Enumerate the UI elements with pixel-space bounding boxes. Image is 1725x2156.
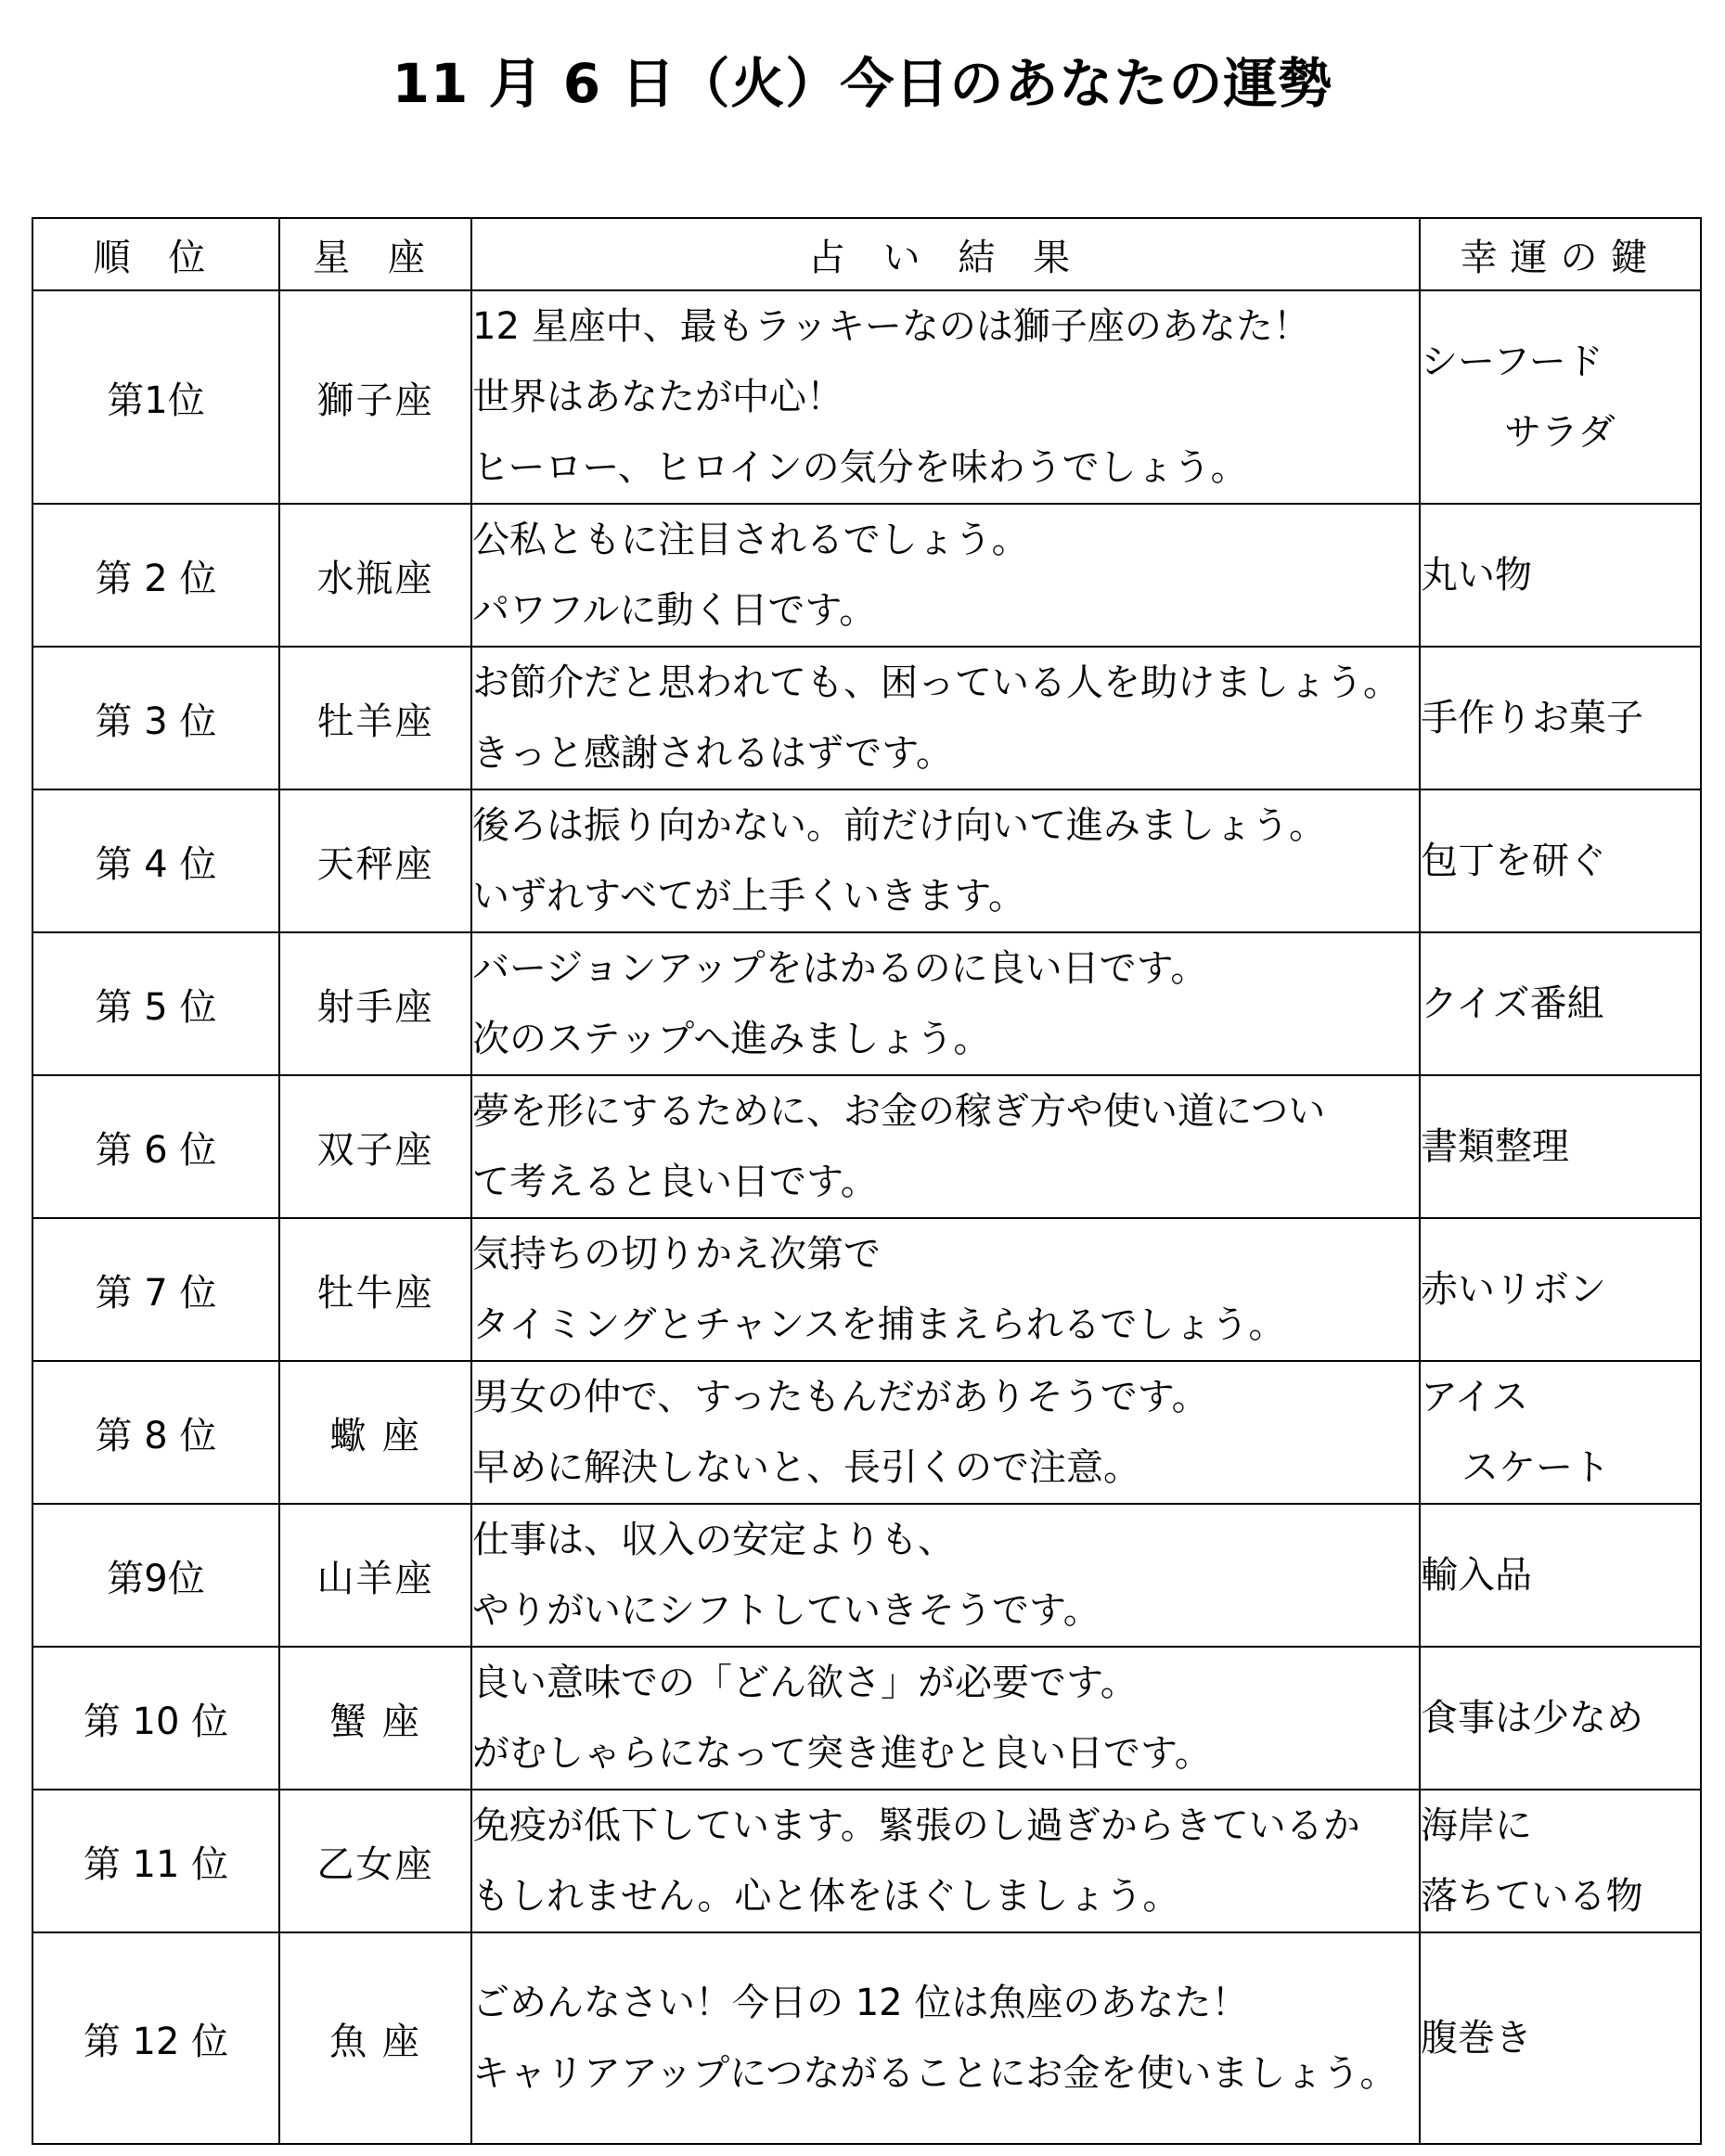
key-cell — [1420, 789, 1701, 932]
result-line: きっと感謝されるはずです。 — [472, 732, 953, 775]
result-line: バージョンアップをはかるのに良い日です。 — [472, 947, 1208, 990]
result-line: 気持ちの切りかえ次第で — [472, 1233, 881, 1276]
rank-cell: 第 4 位 — [32, 789, 279, 932]
result-line: やりがいにシフトしていきそうです。 — [472, 1589, 1101, 1632]
result-line: 公私ともに注目されるでしょう。 — [472, 519, 1029, 561]
rank-cell: 第1位 — [32, 290, 279, 504]
rank-cell: 第 11 位 — [32, 1790, 279, 1932]
table-row — [32, 1647, 1701, 1790]
table-row — [32, 504, 1701, 647]
key-line: サラダ — [1504, 411, 1616, 454]
result-cell — [471, 789, 1420, 932]
rank-cell: 第 10 位 — [32, 1647, 279, 1790]
result-line: 世界はあなたが中心！ — [472, 376, 843, 418]
table-row — [32, 1504, 1701, 1647]
table-row — [32, 1218, 1701, 1361]
result-line: 夢を形にするために、お金の稼ぎ方や使い道につい — [472, 1090, 1326, 1133]
result-line: ごめんなさい！今日の 12 位は魚座のあなた！ — [472, 1982, 1249, 2024]
key-cell — [1420, 1361, 1701, 1504]
key-line: 包丁を研ぐ — [1421, 840, 1606, 882]
rank-cell: 第 2 位 — [32, 504, 279, 647]
sign-cell: 牡牛座 — [279, 1218, 471, 1361]
result-cell — [471, 932, 1420, 1075]
result-cell — [471, 504, 1420, 647]
sign-cell: 乙女座 — [279, 1790, 471, 1932]
result-line: 後ろは振り向かない。前だけ向いて進みましょう。 — [472, 804, 1326, 847]
key-line: 輸入品 — [1421, 1554, 1532, 1597]
key-cell — [1420, 290, 1701, 504]
sign-cell: 魚 座 — [279, 1932, 471, 2144]
key-line: 腹巻き — [1421, 2017, 1532, 2060]
result-line: タイミングとチャンスを捕まえられるでしょう。 — [472, 1303, 1286, 1346]
sign-cell: 水瓶座 — [279, 504, 471, 647]
result-cell — [471, 647, 1420, 789]
result-cell — [471, 1218, 1420, 1361]
table-header-row — [32, 218, 1701, 290]
sign-cell: 牡羊座 — [279, 647, 471, 789]
result-line: もしれません。心と体をほぐしましょう。 — [472, 1875, 1180, 1918]
key-line: スケート — [1461, 1446, 1610, 1489]
result-line: パワフルに動く日です。 — [472, 589, 877, 632]
key-line: 丸い物 — [1421, 554, 1532, 597]
result-cell — [471, 1075, 1420, 1218]
rank-cell: 第 12 位 — [32, 1932, 279, 2144]
result-line: ヒーロー、ヒロインの気分を味わうでしょう。 — [472, 446, 1248, 489]
key-line: 手作りお菓子 — [1421, 697, 1643, 739]
table-row — [32, 1075, 1701, 1218]
result-line: 仕事は、収入の安定よりも、 — [472, 1519, 955, 1561]
sign-cell: 山羊座 — [279, 1504, 471, 1647]
sign-cell: 射手座 — [279, 932, 471, 1075]
table-row — [32, 1790, 1701, 1932]
header-sign: 星 座 — [279, 218, 471, 290]
key-line: 食事は少なめ — [1421, 1697, 1643, 1739]
key-line: クイズ番組 — [1421, 982, 1604, 1025]
result-line: がむしゃらになって突き進むと良い日です。 — [472, 1732, 1212, 1775]
result-line: 免疫が低下しています。緊張のし過ぎからきているか — [472, 1804, 1360, 1847]
key-line: 書類整理 — [1421, 1125, 1569, 1168]
rank-cell: 第9位 — [32, 1504, 279, 1647]
key-line: 落ちている物 — [1421, 1875, 1643, 1918]
rank-cell: 第 7 位 — [32, 1218, 279, 1361]
table-row — [32, 1361, 1701, 1504]
key-cell — [1420, 647, 1701, 789]
result-cell — [471, 1932, 1420, 2144]
result-line: 早めに解決しないと、長引くので注意。 — [472, 1446, 1140, 1489]
rank-cell: 第 6 位 — [32, 1075, 279, 1218]
rank-cell: 第 5 位 — [32, 932, 279, 1075]
rank-cell: 第 8 位 — [32, 1361, 279, 1504]
table-row — [32, 932, 1701, 1075]
result-cell — [471, 290, 1420, 504]
result-line: 次のステップへ進みましょう。 — [472, 1018, 991, 1060]
key-cell — [1420, 1504, 1701, 1647]
header-result: 占 い 結 果 — [471, 218, 1420, 290]
sign-cell: 天秤座 — [279, 789, 471, 932]
key-line: アイス — [1421, 1376, 1528, 1418]
page-title: 11 月 6 日（火）今日のあなたの運勢 — [392, 52, 1333, 115]
result-cell — [471, 1504, 1420, 1647]
table-row — [32, 290, 1701, 504]
result-cell — [471, 1790, 1420, 1932]
result-line: 良い意味での「どん欲さ」が必要です。 — [472, 1662, 1138, 1704]
header-rank: 順 位 — [32, 218, 279, 290]
result-line: キャリアアップにつながることにお金を使いましょう。 — [472, 2052, 1397, 2095]
sign-cell: 獅子座 — [279, 290, 471, 504]
header-key: 幸運の鍵 — [1420, 218, 1701, 290]
key-cell — [1420, 1218, 1701, 1361]
table-row — [32, 789, 1701, 932]
result-line: お節介だと思われても、困っている人を助けましょう。 — [472, 661, 1400, 704]
result-line: いずれすべてが上手くいきます。 — [472, 875, 1025, 918]
key-cell — [1420, 1075, 1701, 1218]
key-line: 海岸に — [1421, 1804, 1532, 1847]
result-cell — [471, 1647, 1420, 1790]
table-row — [32, 647, 1701, 789]
rank-cell: 第 3 位 — [32, 647, 279, 789]
sign-cell: 蠍 座 — [279, 1361, 471, 1504]
fortune-table — [32, 217, 1702, 2145]
key-cell — [1420, 504, 1701, 647]
result-line: 12 星座中、最もラッキーなのは獅子座のあなた！ — [472, 305, 1310, 348]
key-cell — [1420, 932, 1701, 1075]
result-cell — [471, 1361, 1420, 1504]
key-line: シーフード — [1421, 340, 1603, 383]
key-line: 赤いリボン — [1421, 1268, 1606, 1311]
result-line: 男女の仲で、すったもんだがありそうです。 — [472, 1376, 1209, 1418]
key-cell — [1420, 1790, 1701, 1932]
sign-cell: 双子座 — [279, 1075, 471, 1218]
key-cell — [1420, 1647, 1701, 1790]
sign-cell: 蟹 座 — [279, 1647, 471, 1790]
table-row — [32, 1932, 1701, 2144]
key-cell — [1420, 1932, 1701, 2144]
result-line: て考えると良い日です。 — [472, 1161, 878, 1203]
